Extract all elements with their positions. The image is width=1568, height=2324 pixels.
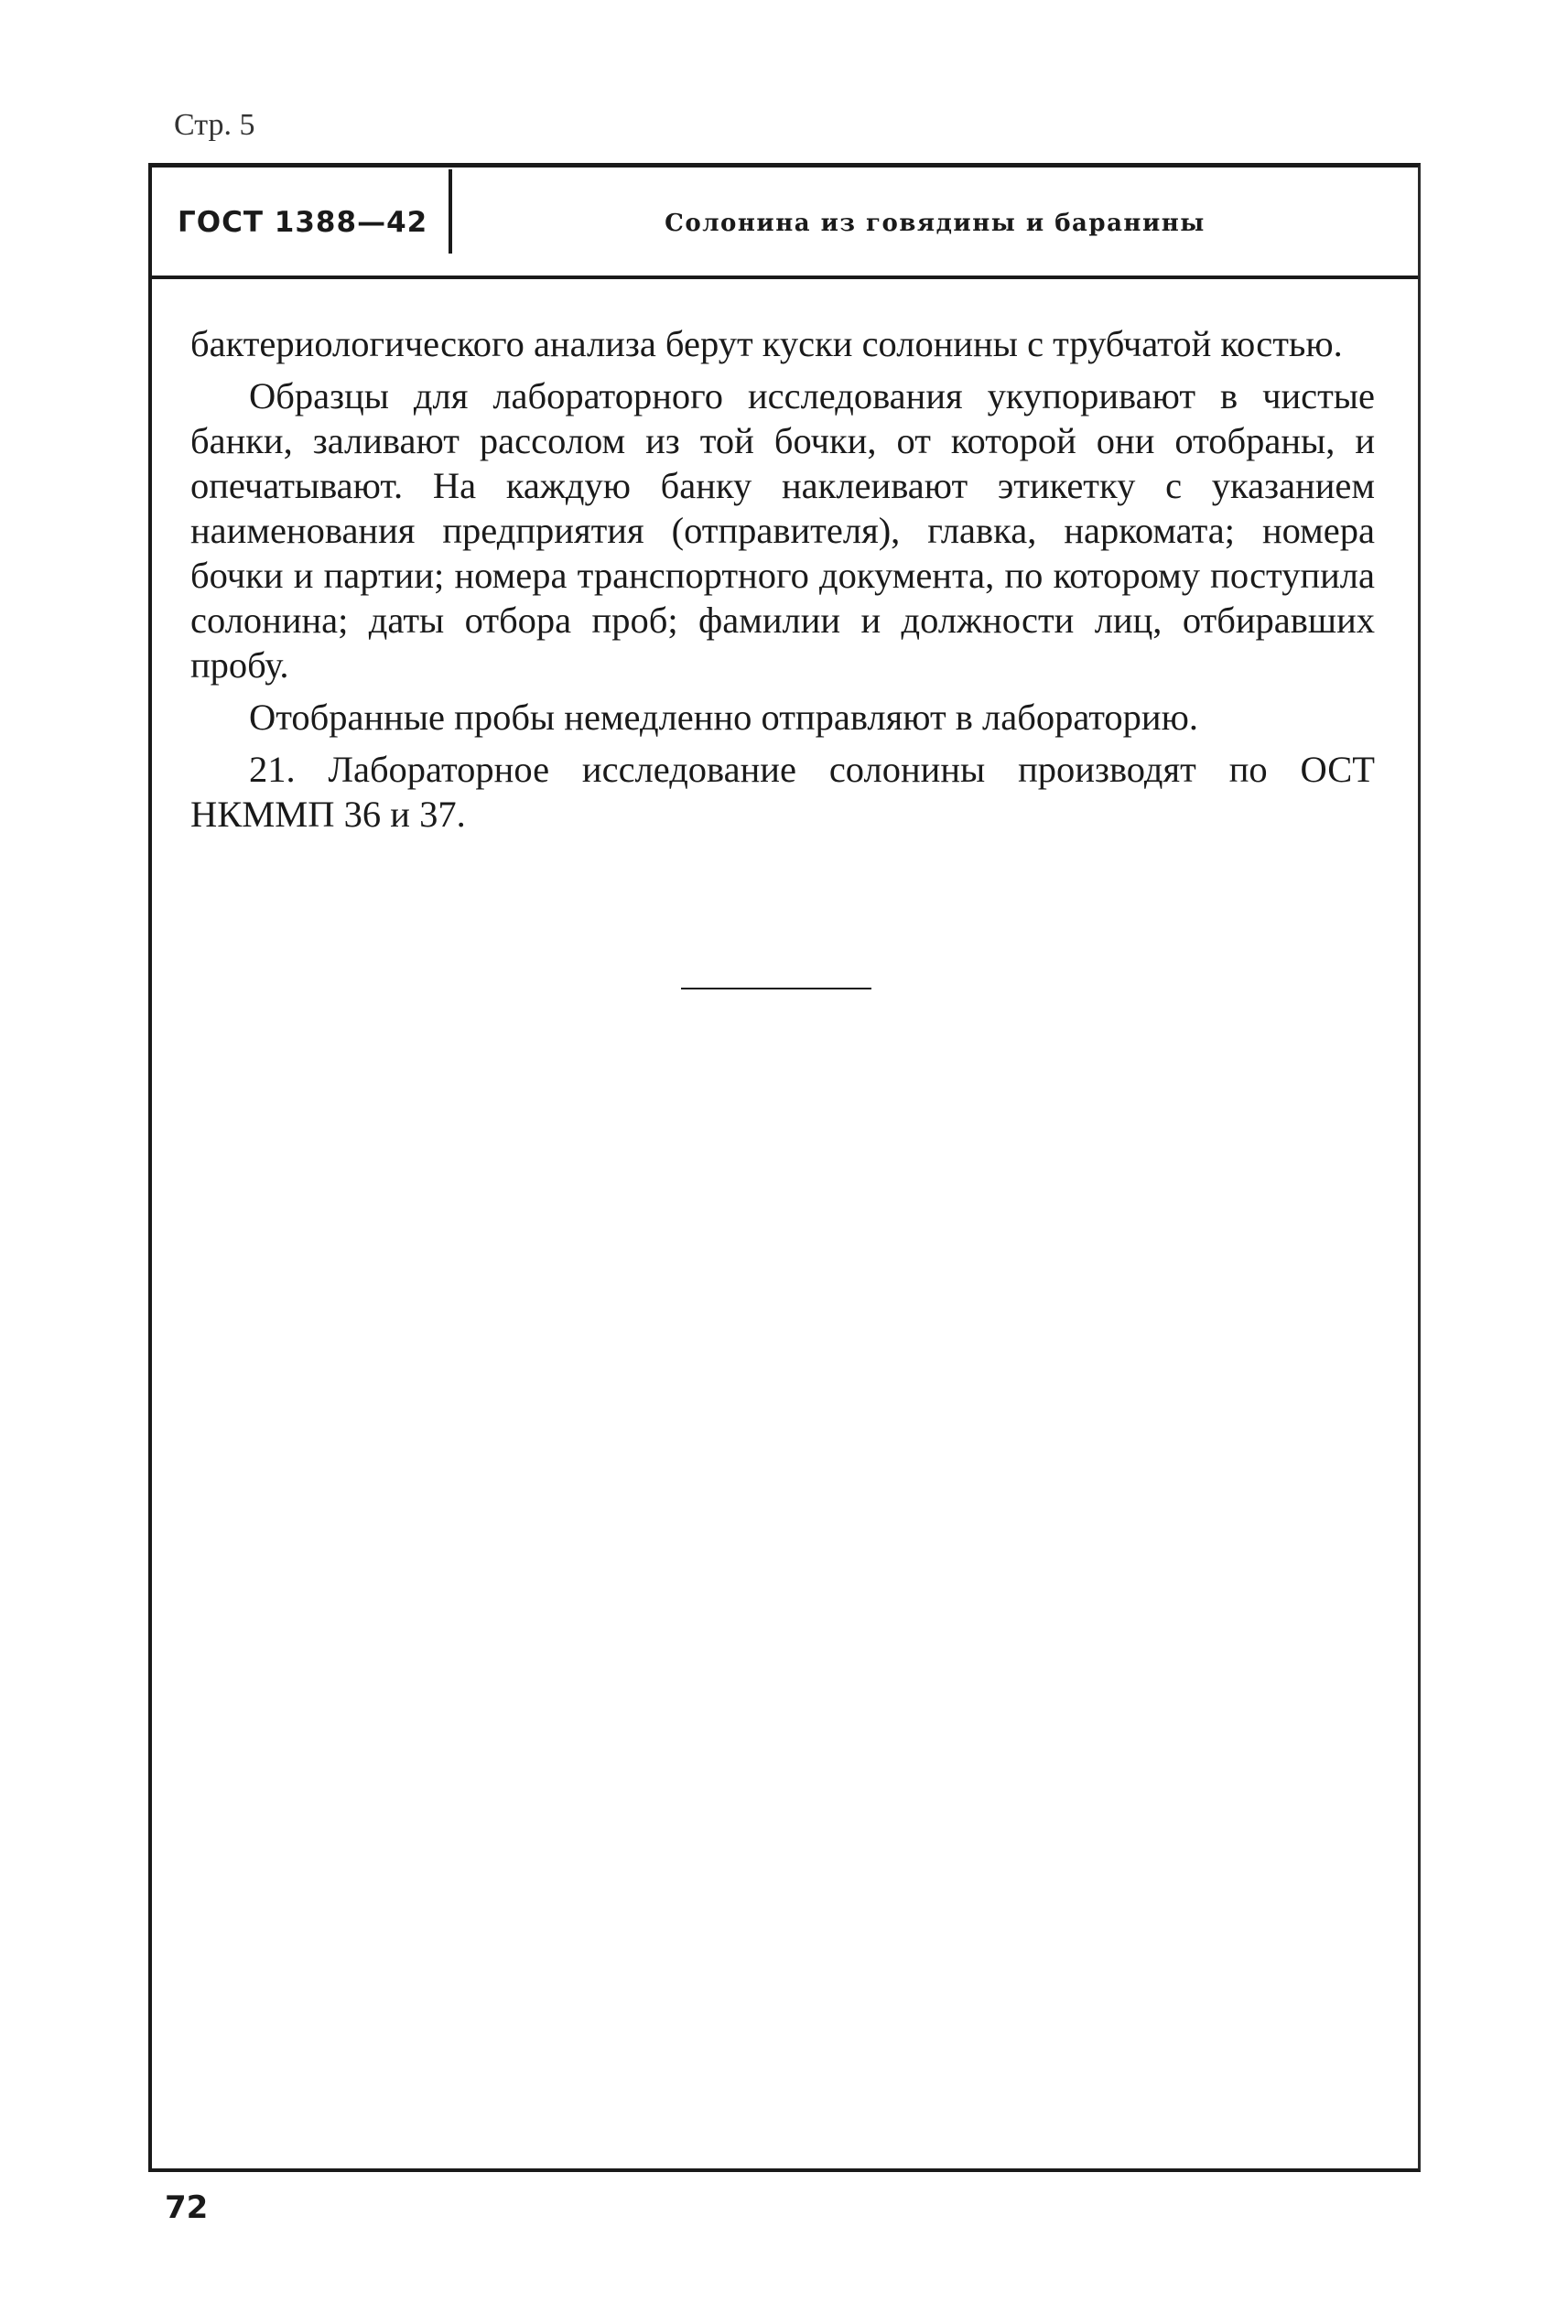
paragraph-dispatch: Отобранные пробы немедленно отправляют в лабораторию. xyxy=(249,697,1198,738)
document-title: Солонина из говядины и баранины xyxy=(665,210,1206,237)
folio-number: 72 xyxy=(165,2189,209,2226)
page-frame xyxy=(148,163,1421,2172)
header xyxy=(152,168,1418,279)
section-separator xyxy=(681,988,871,989)
page-number-label: Стр. 5 xyxy=(174,108,255,142)
standard-code: ГОСТ 1388—42 xyxy=(178,206,428,239)
paragraph-clause-21: 21. Лабораторное исследование солонины производят по ОСТ НКММП 36 и 37. xyxy=(190,749,1375,835)
body-text xyxy=(190,321,1375,844)
paragraph-continuation: бактериологического анализа берут куски солонины с трубчатой костью. xyxy=(190,323,1343,364)
paragraph-samples: Образцы для лабораторного исследования укупоривают в чистые банки, заливают рассолом из той бочки, от которой они отобраны, и опечатывают. На каждую банку наклеивают этикетку с указанием наименования предприятия (отправителя), главка, наркомата; номера бочки и партии; номера транспортного документа, по которому поступила солонина; даты отбора проб; фамилии и должности лиц, отбиравших пробу. xyxy=(190,375,1375,686)
